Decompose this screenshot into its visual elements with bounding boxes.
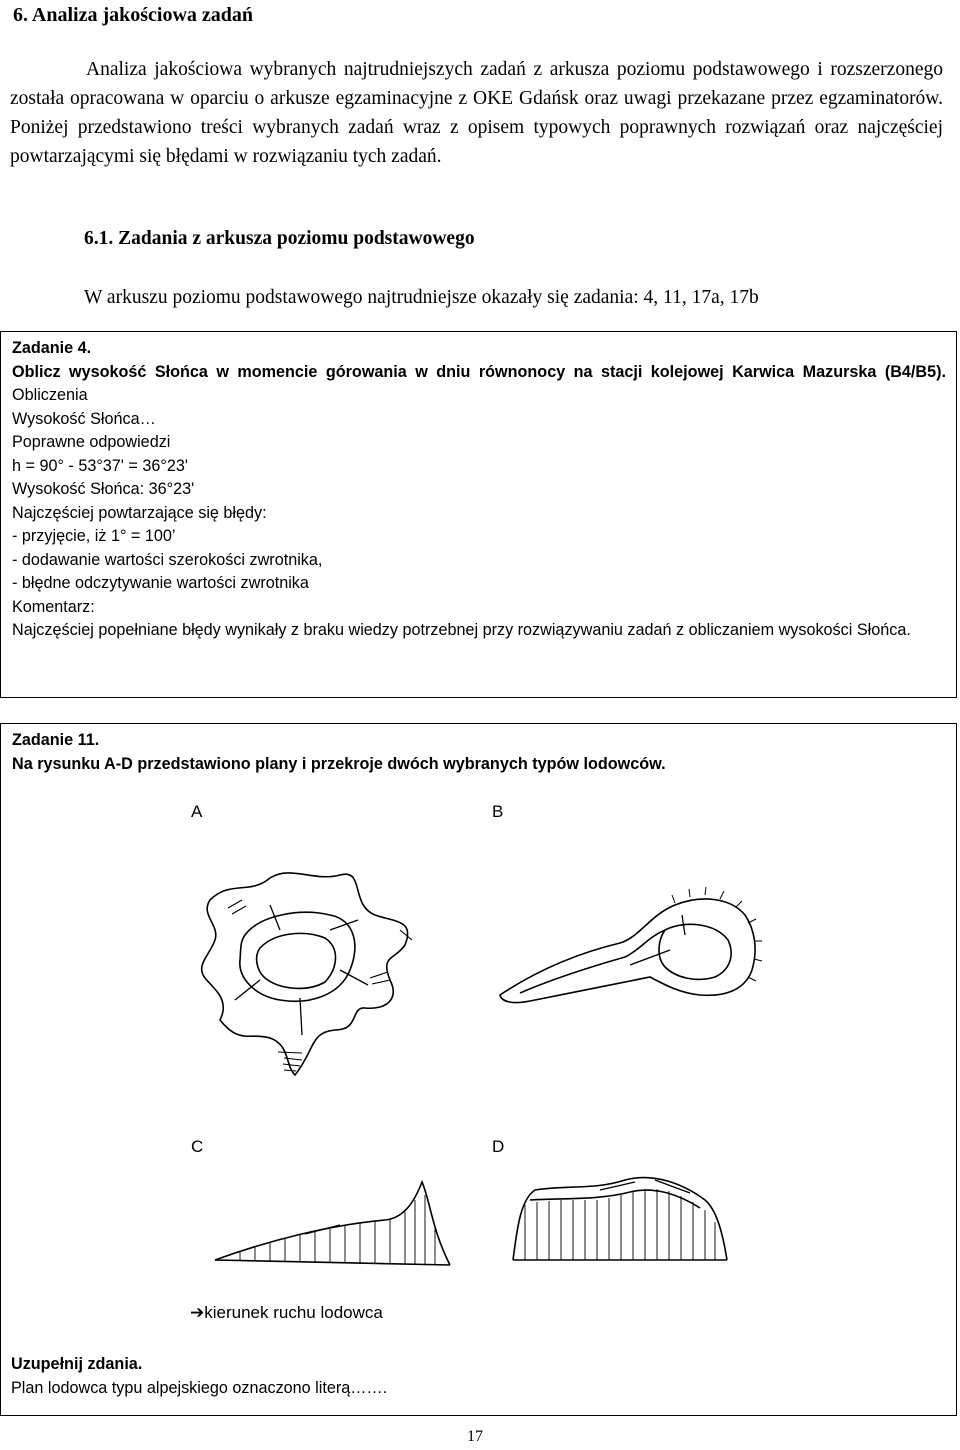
task-11-title: Zadanie 11. xyxy=(12,731,100,749)
errors-heading xyxy=(12,502,946,526)
correct-label: Poprawne odpowiedzi xyxy=(12,433,171,451)
section-heading: 6. Analiza jakościowa zadań xyxy=(13,4,254,26)
task-11-question: Na rysunku A-D przedstawiono plany i przekroje dwóch wybranych typów lodowców. xyxy=(12,754,666,773)
glacier-section-c xyxy=(210,1170,460,1270)
figure-label-a: A xyxy=(191,802,203,821)
page-number: 17 xyxy=(467,1428,483,1445)
fill-in-title: Uzupełnij zdania. xyxy=(11,1355,143,1373)
error-item: - błędne odczytywanie wartości zwrotnika xyxy=(12,574,309,592)
task-4-question: Oblicz wysokość Słońca w momencie górowania w dniu równonocy na stacji kolejowej Karwica Mazurska (B4/B5). xyxy=(12,362,946,381)
answer-label: Wysokość Słońca… xyxy=(12,409,156,428)
calc-label: Obliczenia xyxy=(12,386,88,404)
intro-text: Analiza jakościowa wybranych najtrudniejszych zadań z arkusza poziomu podstawowego i rozszerzonego została opracowana w oparciu o arkusze egzaminacyjne z OKE Gdańsk oraz uwagi przekazane przez egzaminatorów. Poniżej przedstawiono treści wybranych zadań wraz z opisem typowych poprawnych rozwiązań oraz najczęściej powtarzającymi się błędami w rozwiązaniu tych zadań. xyxy=(10,59,943,167)
task-4-box xyxy=(0,331,957,698)
figure-label-b: B xyxy=(492,802,504,821)
figure-legend: ➔kierunek ruchu lodowca xyxy=(190,1303,383,1322)
glacier-plan-b xyxy=(490,875,800,1015)
glacier-section-d xyxy=(505,1160,735,1270)
error-item: - dodawanie wartości szerokości zwrotnika, xyxy=(12,550,323,569)
intro-paragraph xyxy=(10,55,943,171)
figure-label-c: C xyxy=(191,1137,204,1156)
figure-label-d: D xyxy=(492,1137,505,1156)
correct-answer-2: Wysokość Słońca: 36°23' xyxy=(12,480,195,498)
errors-label: Najczęściej powtarzające się błędy xyxy=(12,503,263,522)
subsection-text: W arkuszu poziomu podstawowego najtrudniejsze okazały się zadania: 4, 11, 17a, 17b xyxy=(84,287,759,308)
correct-answer-1: h = 90° - 53°37' = 36°23' xyxy=(12,456,188,475)
glacier-plan-a xyxy=(190,860,440,1090)
errors-colon: : xyxy=(262,503,267,522)
comment-label: Komentarz: xyxy=(12,597,95,616)
task-4-title: Zadanie 4. xyxy=(12,339,92,357)
task-11-box xyxy=(0,723,957,1416)
comment-text: Najczęściej popełniane błędy wynikały z braku wiedzy potrzebnej przy rozwiązywaniu zadań z obliczaniem wysokości Słońca. xyxy=(12,621,911,639)
error-item: - przyjęcie, iż 1° = 100’ xyxy=(12,527,176,545)
fill-in-text: Plan lodowca typu alpejskiego oznaczono literą……. xyxy=(11,1379,388,1397)
subsection-title: 6.1. Zadania z arkusza poziomu podstawowego xyxy=(84,228,475,249)
